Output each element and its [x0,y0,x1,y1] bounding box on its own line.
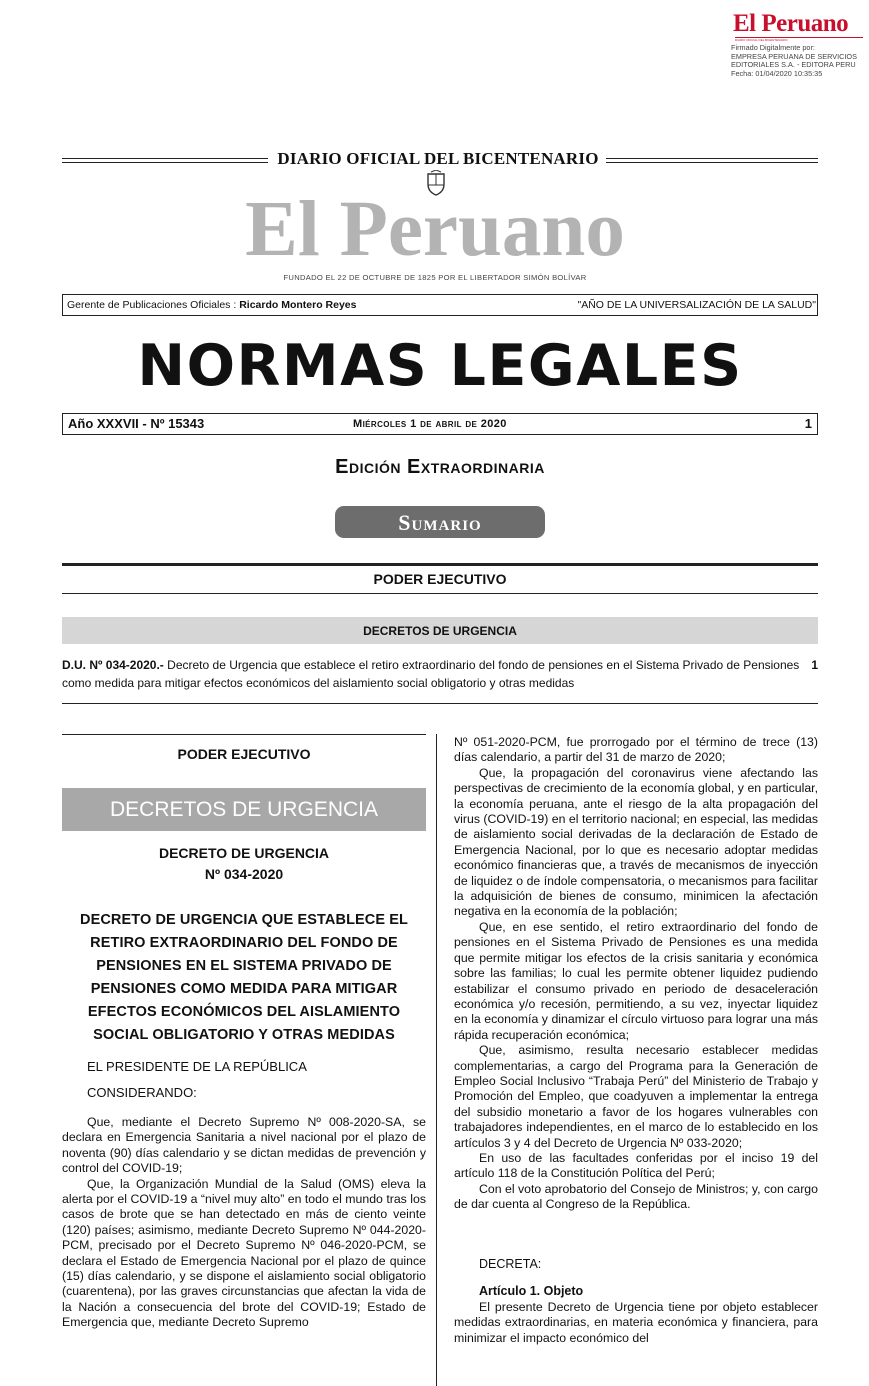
masthead-fundado: FUNDADO EL 22 DE OCTUBRE DE 1825 POR EL LIBERTADOR SIMÓN BOLÍVAR [283,273,587,282]
paragraph: Que, la propagación del coronavirus viene afectando las perspectivas de crecimiento de la economía global, y en particular, la economía peruana, ante el riesgo de la alta propagación del virus (COVID-19) en el territorio nacional; en especial, las medidas de aislamiento social derivadas de la declaración de Estado de Emergencia Nacional, por lo que es necesario adoptar medidas económico financieras que, a través de mecanismos de inyección de liquidez o de índole compensatoria, o mecanismos para facilitar la adquisición de bienes de consumo, minimicen la afectación negativa en la economía de la población; [454,765,818,919]
divider [62,593,818,594]
sumario-entry-page: 1 [811,658,818,672]
masthead-diario: DIARIO OFICIAL DEL BICENTENARIO [277,149,599,168]
column-category: DECRETOS DE URGENCIA [62,788,426,831]
masthead-rule-right [606,158,818,163]
paragraph: Que, en ese sentido, el retiro extraordinario del fondo de pensiones en el Sistema Privado de Pensiones es una medida que permite mitigar los efectos de la crisis sanitaria y económica sobre las familias; lo cual les permite obtener liquidez pudiendo estabilizar el consumo privado en periodo de desaceleración económica y/o recesión, permitiendo, a su vez, inyectar liquidez en la economía y dinamizar el círculo virtuoso para lograr una más rápida recuperación económica; [454,919,818,1042]
gerente-name: Ricardo Montero Reyes [239,299,357,311]
decreta-line: DECRETA: [479,1257,542,1271]
paragraph: El presente Decreto de Urgencia tiene por objeto establecer medidas extraordinarias, en materia económica y financiera, para minimizar el impacto económico del [454,1300,818,1345]
masthead-title: El Peruano [245,186,625,273]
considerando-line: CONSIDERANDO: [87,1085,197,1100]
decreto-line: DECRETO DE URGENCIA [158,845,330,861]
signature-line: Fecha: 01/04/2020 10:35:35 [731,68,823,78]
column-poder: PODER EJECUTIVO [177,746,311,762]
anio-lema: "AÑO DE LA UNIVERSALIZACIÓN DE LA SALUD" [577,299,816,311]
decreto-number: Nº 034-2020 [204,866,284,882]
signature-line: EMPRESA PERUANA DE SERVICIOS [731,51,857,61]
article-body [454,1300,818,1346]
paragraph: Que, mediante el Decreto Supremo Nº 008-2020-SA, se declara en Emergencia Sanitaria a nivel nacional por el plazo de noventa (90) días calendario y se dictan medidas de prevención y control del COVID-19; [62,1115,426,1176]
decreto-title: DECRETO DE URGENCIA QUE ESTABLECE EL RETIRO EXTRAORDINARIO DEL FONDO DE PENSIONES EN EL SISTEMA PRIVADO DE PENSIONES COMO MEDIDA PARA MITIGAR EFECTOS ECONÓMICOS DEL AISLAMIENTO SOCIAL OBLIGATORIO Y OTRAS MEDIDAS [80,912,409,1043]
gerente-line [67,299,356,311]
paragraph: Nº 051-2020-PCM, fue prorrogado por el término de trece (13) días calendario, a partir del 31 de marzo de 2020; [454,735,818,765]
sumario-badge: Sumario [335,506,545,538]
stamp-tagline: DIARIO OFICIAL DEL BICENTENARIO [735,37,863,42]
column-divider [436,734,437,1386]
sumario-entry-code: D.U. Nº 034-2020.- [62,658,164,672]
signature-line: EDITORIALES S.A. - EDITORA PERU [731,60,856,70]
signature-line: Firmado Digitalmente por: [731,43,815,52]
paragraph: Que, asimismo, resulta necesario establecer medidas complementarias, a cargo del Programa para la Generación de Empleo Social Inclusivo “Trabaja Perú” del Ministerio de Trabajo y Promoción del Empleo, que coadyuven a implementar la entrega del subsidio monetario a favor de los hogares vulnerables con trabajadores independientes, en el marco de lo establecido en los artículos 3 y 4 del Decreto de Urgencia Nº 033-2020; [454,1043,818,1150]
page-number: 1 [804,416,812,431]
section-title: NORMAS LEGALES [137,333,743,399]
stamp-logo: El Peruano [733,10,849,37]
article-title: Artículo 1. Objeto [479,1284,584,1298]
divider [62,734,426,735]
gerente-label: Gerente de Publicaciones Oficiales : [67,299,240,311]
decreto-heading [62,843,426,885]
right-body [454,735,818,1213]
issue-date: Miércoles 1 de abril de 2020 [353,418,507,430]
paragraph: Con el voto aprobatorio del Consejo de Ministros; y, con cargo de dar cuenta al Congreso de la República. [454,1181,818,1212]
left-body [62,1115,426,1331]
edition-label: Edición Extraordinaria [335,456,545,478]
paragraph: Que, la Organización Mundial de la Salud (OMS) eleva la alerta por el COVID-19 a “nivel muy alto” en todo el mundo tras los casos de brote que se han detectado en más de ciento veinte (120) países; asimismo, mediante Decreto Supremo Nº 044-2020-PCM, precisado por el Decreto Supremo Nº 046-2020-PCM, se declara el Estado de Emergencia Nacional por el plazo de quince (15) días calendario, y se dispone el aislamiento social obligatorio (cuarentena), por las graves circunstancias que afectan la vida de la Nación a consecuencia del brote del COVID-19; Estado de Emergencia que, mediante Decreto Supremo [62,1176,426,1330]
divider [62,563,818,566]
sumario-entry-text: Decreto de Urgencia que establece el retiro extraordinario del fondo de pensiones en el Sistema Privado de Pensiones como medida para mitigar efectos económicos del aislamiento social obligatorio y otras medidas [62,658,800,690]
paragraph: En uso de las facultades conferidas por el inciso 19 del artículo 118 de la Constitución Política del Perú; [454,1150,818,1181]
sumario-poder: PODER EJECUTIVO [373,571,507,587]
sumario-category: DECRETOS DE URGENCIA [62,617,818,644]
masthead-rule-left [62,158,268,163]
presidente-line: EL PRESIDENTE DE LA REPÚBLICA [87,1059,307,1074]
divider [62,703,818,704]
digital-signature [731,44,857,78]
sumario-entry[interactable] [62,656,818,692]
issue-number: Año XXXVII - Nº 15343 [68,416,205,431]
